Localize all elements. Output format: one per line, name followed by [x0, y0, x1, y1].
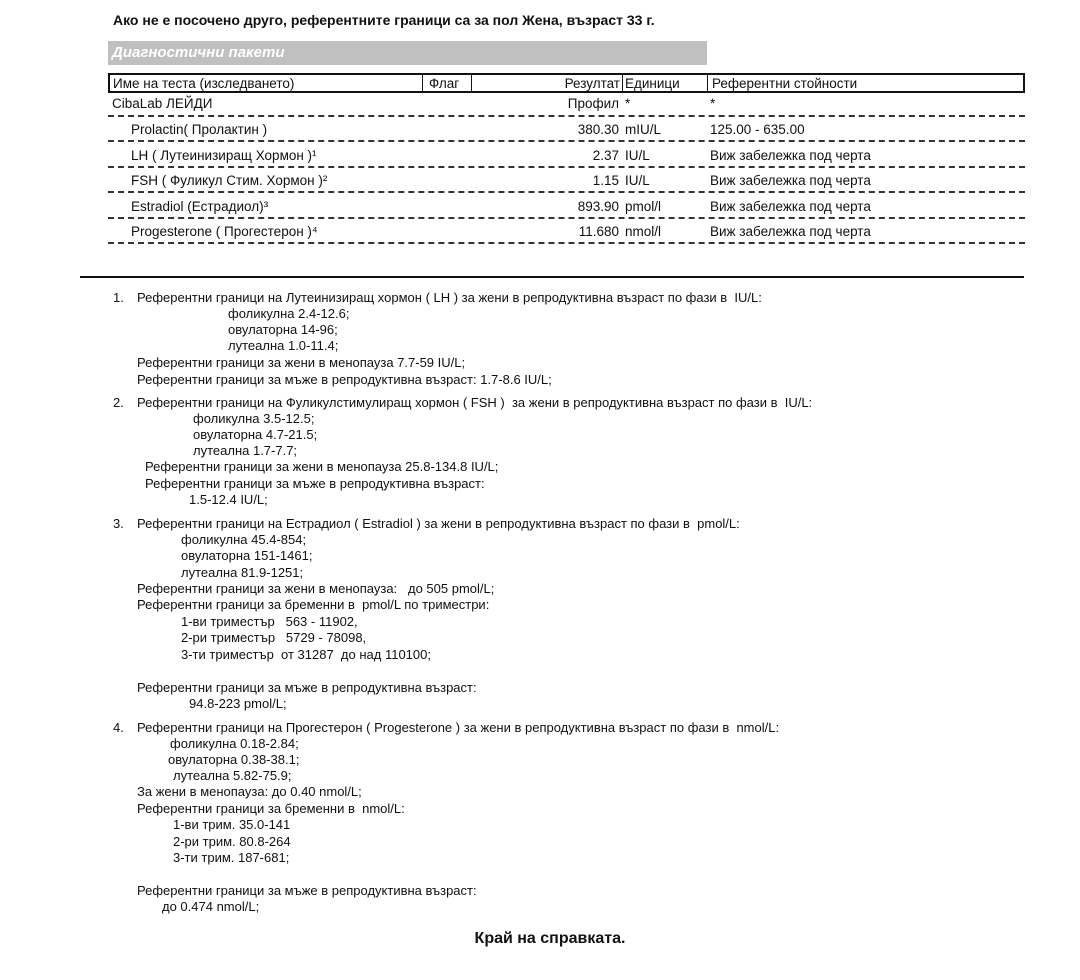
test-units: mIU/L — [625, 122, 662, 137]
test-units: * — [625, 96, 631, 111]
test-units: nmol/l — [625, 224, 662, 239]
footnote-line: лутеална 1.0-11.4; — [228, 338, 339, 353]
footnote-line: фоликулна 0.18-2.84; — [170, 736, 299, 751]
test-units: IU/L — [625, 148, 650, 163]
test-reference: Виж забележка под черта — [710, 199, 871, 214]
end-of-report: Край на справката. — [474, 930, 626, 947]
footnote-line: лутеална 1.7-7.7; — [193, 443, 298, 458]
footnote-title: Референтни граници на Лутеинизиращ хормон ( LH ) за жени в репродуктивна възраст по фази в IU/L: — [137, 290, 762, 305]
footnote-line: овулаторна 0.38-38.1; — [168, 752, 300, 767]
footnote-line: Референтни граници за мъже в репродуктивна възраст: 1.7-8.6 IU/L; — [137, 372, 552, 387]
footnote-line: овулаторна 14-96; — [228, 322, 338, 337]
col-flag: Флаг — [423, 75, 472, 91]
test-result: 1.15 — [592, 173, 619, 188]
footnote-title: Референтни граници на Естрадиол ( Estradiol ) за жени в репродуктивна възраст по фази в pmol/L: — [137, 516, 740, 531]
footnote-title: Референтни граници на Прогестерон ( Progesterone ) за жени в репродуктивна възраст по фази в nmol/L: — [137, 720, 780, 735]
footnote-title: Референтни граници на Фуликулстимулиращ хормон ( FSH ) за жени в репродуктивна възраст по фази в IU/L: — [137, 395, 813, 410]
footnote-number: 3. — [113, 516, 124, 531]
footnote-line: фоликулна 2.4-12.6; — [228, 306, 350, 321]
test-units: IU/L — [625, 173, 650, 188]
reference-intro: Ако не е посочено друго, референтните граници са за пол Жена, възраст 33 г. — [113, 12, 655, 28]
test-result: 2.37 — [592, 148, 619, 163]
col-units: Единици — [623, 75, 708, 91]
footnote-line: Референтни граници за мъже в репродуктивна възраст: — [137, 680, 477, 695]
test-reference: Виж забележка под черта — [710, 148, 871, 163]
footnote-line: овулаторна 151-1461; — [181, 548, 313, 563]
col-result: Резултат — [472, 75, 623, 91]
col-reference: Референтни стойности — [712, 76, 858, 91]
footnote-line: 1.5-12.4 IU/L; — [189, 492, 268, 507]
footnote-line: Референтни граници за бременни в nmol/L: — [137, 801, 405, 816]
test-name: Prolactin( Пролактин ) — [131, 122, 268, 137]
footnote-line: 2-ри трим. 80.8-264 — [173, 834, 291, 849]
footnote-divider — [80, 276, 1024, 278]
footnote-line: Референтни граници за бременни в pmol/L по триместри: — [137, 597, 490, 612]
test-name: Progesterone ( Прогестерон )⁴ — [131, 224, 318, 239]
footnote-line: 3-ти триместър от 31287 до над 110100; — [181, 647, 431, 662]
footnote-line: Референтни граници за мъже в репродуктивна възраст: — [137, 883, 477, 898]
footnote-line: Референтни граници за жени в менопауза 7.7-59 IU/L; — [137, 355, 466, 370]
test-reference: * — [710, 96, 716, 111]
test-name: FSH ( Фуликул Стим. Хормон )² — [131, 173, 328, 188]
table-row — [108, 93, 1025, 117]
table-row — [108, 169, 1025, 193]
test-result: 380.30 — [577, 122, 619, 137]
table-row — [108, 220, 1025, 244]
test-units: pmol/l — [625, 199, 662, 214]
test-name: LH ( Лутеинизиращ Хормон )¹ — [131, 148, 317, 163]
test-reference: 125.00 - 635.00 — [710, 122, 805, 137]
table-header — [108, 73, 1025, 93]
footnote-line: фоликулна 3.5-12.5; — [193, 411, 315, 426]
footnote-line: Референтни граници за жени в менопауза 25.8-134.8 IU/L; — [145, 459, 499, 474]
test-result: 11.680 — [578, 224, 619, 239]
test-name: CibaLab ЛЕЙДИ — [112, 96, 213, 111]
footnote-line: фоликулна 45.4-854; — [181, 532, 307, 547]
footnote-line: За жени в менопауза: до 0.40 nmol/L; — [137, 784, 362, 799]
test-name: Estradiol (Естрадиол)³ — [131, 199, 269, 214]
footnote-line: до 0.474 nmol/L; — [162, 899, 260, 914]
footnote-line: лутеална 5.82-75.9; — [173, 768, 292, 783]
footnote-line: 2-ри триместър 5729 - 78098, — [181, 630, 367, 645]
test-result: Профил — [567, 96, 619, 111]
footnote-line: Референтни граници за мъже в репродуктивна възраст: — [145, 476, 485, 491]
test-result: 893.90 — [577, 199, 619, 214]
section-header — [108, 41, 707, 65]
footnote-line: 1-ви трим. 35.0-141 — [173, 817, 291, 832]
footnote-line: лутеална 81.9-1251; — [181, 565, 304, 580]
footnote-number: 2. — [113, 395, 124, 410]
col-test-name: Име на теста (изследването) — [110, 75, 423, 91]
footnote-line: Референтни граници за жени в менопауза: до 505 pmol/L; — [137, 581, 495, 596]
footnote-number: 1. — [113, 290, 124, 305]
footnote-number: 4. — [113, 720, 124, 735]
footnote-line: 1-ви триместър 563 - 11902, — [181, 614, 358, 629]
test-reference: Виж забележка под черта — [710, 224, 871, 239]
table-row — [108, 144, 1025, 168]
footnote-line: 3-ти трим. 187-681; — [173, 850, 290, 865]
table-row — [108, 118, 1025, 142]
section-title: Диагностични пакети — [112, 44, 285, 61]
table-row — [108, 195, 1025, 219]
test-reference: Виж забележка под черта — [710, 173, 871, 188]
footnote-line: 94.8-223 pmol/L; — [189, 696, 287, 711]
footnote-line: овулаторна 4.7-21.5; — [193, 427, 318, 442]
